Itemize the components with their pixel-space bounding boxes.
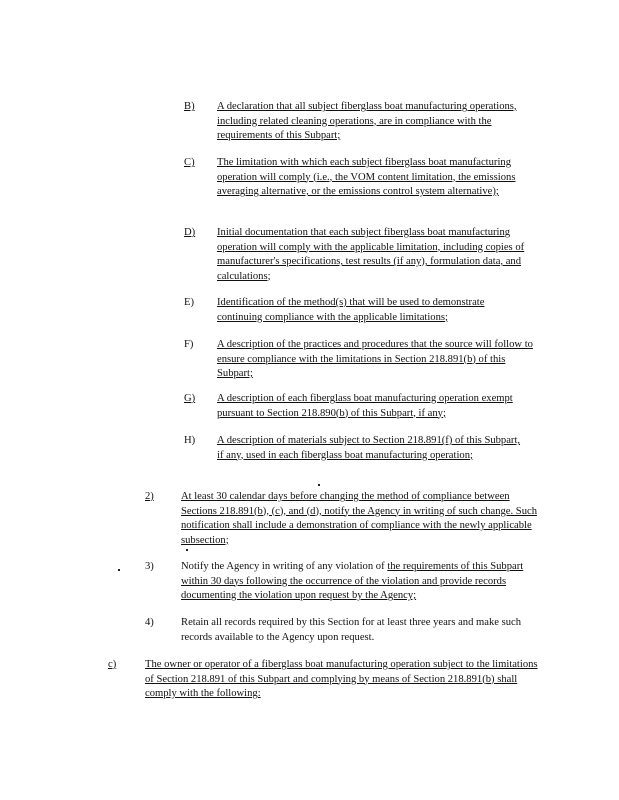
item-text: At least 30 calendar days before changing the method of compliance between Sections 218.891(b), (c), and (d), notify the Agency in writing of such change. Such notification shall include a demonstration of compliance with the newly applicable subsection; (181, 491, 537, 546)
item-label: D) (184, 227, 196, 238)
item-label: H) (184, 435, 196, 446)
item-text: Identification of the method(s) that will be used to demonstrate continuing compliance with the applicable limitations; (217, 297, 485, 323)
item-label: C) (184, 157, 195, 168)
item-text: A description of the practices and procedures that the source will follow to ensure compliance with the limitations in Section 218.891(b) of this Subpart; (217, 339, 533, 379)
scan-speck (118, 569, 120, 571)
item-text: A description of materials subject to Section 218.891(f) of this Subpart, if any, used in each fiberglass boat manufacturing operation; (217, 435, 521, 461)
item-text: Retain all records required by this Section for at least three years and make such records available to the Agency upon request. (181, 617, 522, 643)
item-label: c) (108, 659, 117, 670)
item-label: F) (184, 339, 194, 350)
scan-speck (186, 549, 188, 551)
item-text: Notify the Agency in writing of any violation of the requirements of this Subpart within 30 days following the occurrence of the violation and provide records documenting the violation upon request by the Agency; (181, 561, 524, 601)
item-label: 3) (145, 561, 154, 572)
item-text: Initial documentation that each subject fiberglass boat manufacturing operation will comply with the applicable limitation, including copies of manufacturer's specifications, test results (if any), formulation data, and calculations; (217, 227, 525, 282)
item-text: The owner or operator of a fiberglass boat manufacturing operation subject to the limitations of Section 218.891 of this Subpart and complying by means of Section 218.891(b) shall comply with the following: (145, 659, 538, 699)
item-label: E) (184, 297, 194, 308)
item-label: 4) (145, 617, 154, 628)
item-text: A description of each fiberglass boat manufacturing operation exempt pursuant to Section 218.890(b) of this Subpart, if any; (217, 393, 513, 419)
item-text: A declaration that all subject fiberglass boat manufacturing operations, including related cleaning operations, are in compliance with the requirements of this Subpart; (217, 101, 517, 141)
item-label: B) (184, 101, 195, 112)
item-label: 2) (145, 491, 154, 502)
scan-speck (318, 484, 320, 486)
item-label: G) (184, 393, 196, 404)
item-text: The limitation with which each subject fiberglass boat manufacturing operation will comply (i.e., the VOM content limitation, the emissions averaging alternative, or the emissions control system alternative); (217, 157, 516, 197)
